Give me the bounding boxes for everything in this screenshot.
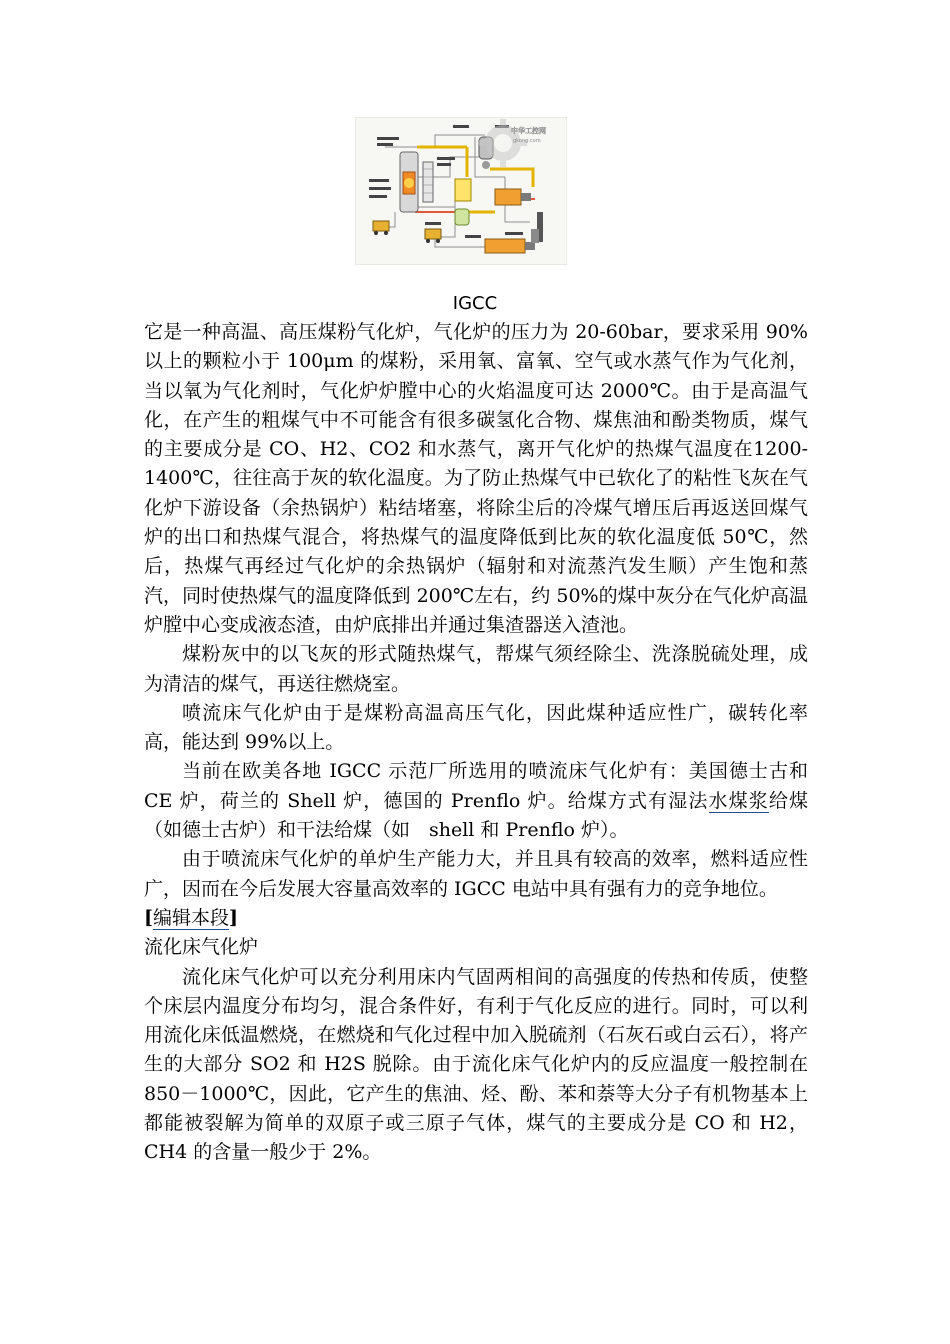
watermark-text: 中华工控网 xyxy=(511,127,546,135)
paragraph-4 xyxy=(144,757,808,845)
paragraph-4-text-b: 给煤（如德士古炉）和干法给煤（如 shell 和 Prenflo 炉）。 xyxy=(144,789,808,842)
paragraph-6: 流化床气化炉可以充分利用床内气固两相间的高强度的传热和传质，使整个床层内温度分布均匀，混合条件好，有利于气化反应的进行。同时，可以利用流化床低温燃烧，在燃烧和气化过程中加入脱硫剂（石灰石或白云石），将产生的大部分 SO2 和 H2S 脱除。由于流化床气化炉内的反应温度一般控制在 850－1000℃，因此，它产生的焦油、烃、酚、苯和萘等大分子有机物基本上都能被裂解为简单的双原子或三原子气体，煤气的主要成分是 CO 和 H2，CH4 的含量一般少于 2%。 xyxy=(144,965,808,1164)
edit-section xyxy=(144,904,808,933)
diagram-svg xyxy=(355,117,567,265)
section-title: 流化床气化炉 xyxy=(144,936,259,959)
coal-water-slurry-link[interactable]: 水煤浆 xyxy=(708,789,769,812)
paragraph-4-text-a: 当前在欧美各地 IGCC 示范厂所选用的喷流床气化炉有：美国德士古和 CE 炉，荷兰的 Shell 炉，德国的 Prenflo 炉。给煤方式有湿法 xyxy=(144,760,808,812)
paragraph-1: 它是一种高温、高压煤粉气化炉，气化炉的压力为 20-60bar，要求采用 90%以上的颗粒小于 100μm 的煤粉，采用氧、富氧、空气或水蒸气作为气化剂，当以氧为气化剂时，气化炉炉膛中心的火焰温度可达 2000℃。由于是高温气化，在产生的粗煤气中不可能含有很多碳氢化合物、煤焦油和酚类物质，煤气的主要成分是 CO、H2、CO2 和水蒸气，离开气化炉的热煤气温度在1200-1400℃，往往高于灰的软化温度。为了防止热煤气中已软化了的粘性飞灰在气化炉下游设备（余热锅炉）粘结堵塞，将除尘后的冷煤气增压后再返送回煤气炉的出口和热煤气混合，将热煤气的温度降低到比灰的软化温度低 50℃，然后，热煤气再经过气化炉的余热锅炉（辐射和对流蒸汽发生顺）产生饱和蒸汽，同时使热煤气的温度降低到 200℃左右，约 50%的煤中灰分在气化炉高温炉膛中心变成液态渣，由炉底排出并通过集渣器送入渣池。 xyxy=(144,321,808,636)
edit-bracket-close: ] xyxy=(229,906,239,929)
watermark-url: gkong.com xyxy=(513,138,541,144)
figure-caption: IGCC xyxy=(452,293,498,314)
edit-bracket-open: [ xyxy=(144,906,153,929)
igcc-process-diagram xyxy=(355,117,567,265)
paragraph-2: 煤粉灰中的以飞灰的形式随热煤气，帮煤气须经除尘、洗涤脱硫处理，成为清洁的煤气，再送往燃烧室。 xyxy=(144,643,808,695)
article-body xyxy=(144,318,808,1168)
paragraph-5: 由于喷流床气化炉的单炉生产能力大，并且具有较高的效率，燃料适应性广，因而在今后发展大容量高效率的 IGCC 电站中具有强有力的竞争地位。 xyxy=(144,848,808,900)
paragraph-3: 喷流床气化炉由于是煤粉高温高压气化，因此煤种适应性广，碳转化率高，能达到 99%以上。 xyxy=(144,701,808,754)
edit-section-link[interactable]: 编辑本段 xyxy=(153,906,230,929)
